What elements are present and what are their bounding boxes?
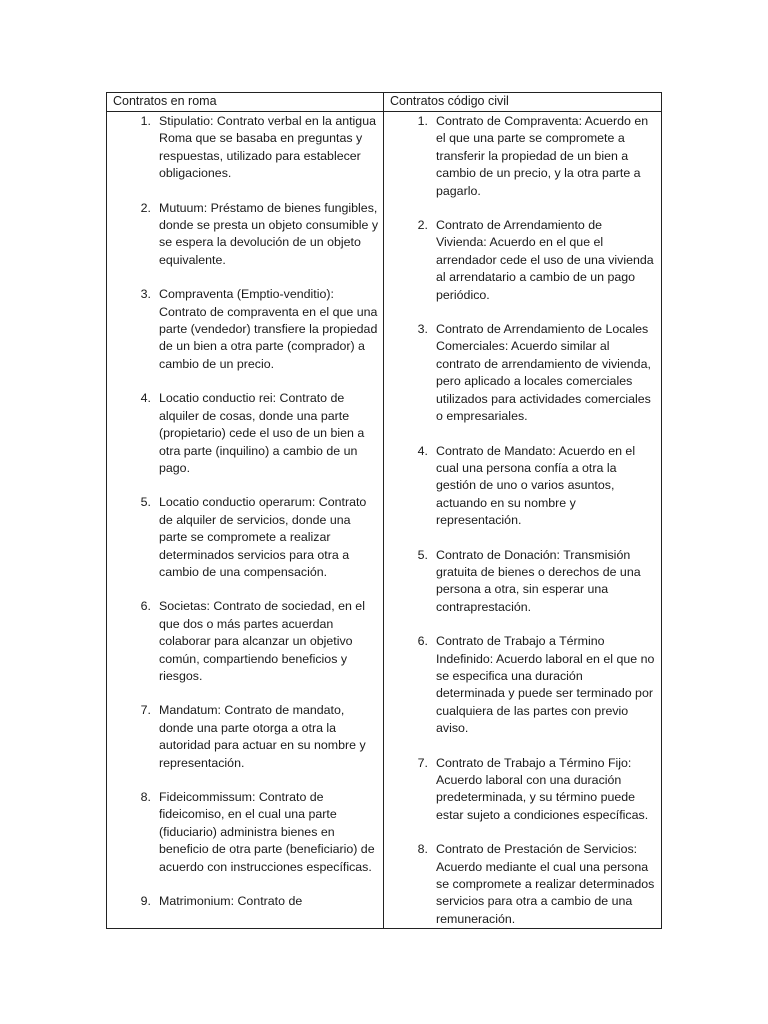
list-item-text: Mandatum: Contrato de mandato, donde una parte otorga a otra la autoridad para actuar en su nombre y representación. [159,703,366,770]
list-item-number: 5. [417,547,428,562]
roman-contracts-cell [107,112,384,929]
list-item-text: Societas: Contrato de sociedad, en el que dos o más partes acuerdan colaborar para alcanzar un objetivo común, compartiendo beneficios y riesgos. [159,599,365,683]
list-item [384,841,661,928]
list-item-number: 7. [140,703,151,718]
list-item [107,494,383,581]
list-item-text: Locatio conductio rei: Contrato de alquiler de cosas, donde una parte (propietario) cede el uso de un bien a otra parte (inquilino) a cambio de un pago. [159,391,365,475]
list-item-number: 7. [417,755,428,770]
list-item-number: 3. [417,322,428,337]
list-item [384,113,661,200]
list-item-text: Contrato de Mandato: Acuerdo en el cual una persona confía a otra la gestión de uno o varios asuntos, actuando en su nombre y representación. [436,443,636,528]
list-item-number: 8. [417,842,428,857]
list-item [107,390,383,477]
list-item [384,321,661,425]
list-item-text: Fideicommissum: Contrato de fideicomiso, en el cual una parte (fiduciario) administra bienes en beneficio de otra parte (beneficiario) de acuerdo con instrucciones específicas. [159,790,375,874]
list-item [384,633,661,737]
list-item-text: Compraventa (Emptio-venditio): Contrato de compraventa en el que una parte (vendedor) transfiere la propiedad de un bien a otra parte (comprador) a cambio de un precio. [159,287,378,371]
list-item-text: Locatio conductio operarum: Contrato de alquiler de servicios, donde una parte se compromete a realizar determinados servicios para otra a cambio de una compensación. [159,495,367,579]
list-item [384,755,661,825]
list-item [107,702,383,772]
list-item-number: 3. [140,287,151,302]
list-item-number: 2. [140,200,151,215]
list-item [384,217,661,304]
list-item-number: 9. [140,894,151,909]
list-item-text: Mutuum: Préstamo de bienes fungibles, donde se presta un objeto consumible y se espera la devolución de un objeto equivalente. [159,200,379,267]
list-item [107,200,383,270]
list-item-number: 5. [140,495,151,510]
list-item-text: Contrato de Compraventa: Acuerdo en el que una parte se compromete a transferir la propiedad de un bien a cambio de un precio, y la otra parte a pagarlo. [436,114,649,198]
civil-code-contracts-list [384,112,661,928]
list-item [384,547,661,617]
list-item-number: 1. [417,114,428,128]
list-item-text: Contrato de Arrendamiento de Vivienda: Acuerdo en el que el arrendador cede el uso de una vivienda al arrendatario a cambio de un pago periódico. [436,218,654,302]
list-item-text: Contrato de Trabajo a Término Fijo: Acuerdo laboral con una duración predeterminada, y su término puede estar sujeto a condiciones específicas. [436,755,649,822]
list-item-number: 4. [417,443,428,458]
list-item-number: 8. [140,790,151,804]
header-roman-contracts: Contratos en roma [107,93,384,111]
list-item-number: 6. [417,634,428,649]
list-item [384,443,661,530]
list-item-number: 2. [417,218,428,233]
list-item [107,598,383,685]
header-civil-code-contracts: Contratos código civil [390,94,509,108]
roman-contracts-list [107,112,383,910]
list-item-number: 6. [140,599,151,614]
civil-code-contracts-cell [384,112,661,929]
list-item-text: Contrato de Trabajo a Término Indefinido: Acuerdo laboral en el que no se especifica una duración determinada y puede ser terminado por cualquiera de las partes con previo aviso. [436,634,655,736]
list-item-number: 4. [140,391,151,406]
list-item-number: 1. [140,114,151,128]
list-item-text: Contrato de Donación: Transmisión gratuita de bienes o derechos de una persona a otra, sin esperar una contraprestación. [436,547,641,614]
list-item [107,893,383,910]
list-item [107,789,383,876]
contracts-table [106,92,662,929]
list-item-text: Matrimonium: Contrato de [159,894,303,909]
list-item-text: Contrato de Prestación de Servicios: Acuerdo mediante el cual una persona se compromete a realizar determinados servicios para otra a cambio de una remuneración. [436,842,655,926]
list-item [107,113,383,183]
list-item-text: Contrato de Arrendamiento de Locales Comerciales: Acuerdo similar al contrato de arrendamiento de vivienda, pero aplicado a locales comerciales utilizados para actividades comerciales o empresariales. [436,322,651,424]
table-header-row [107,93,661,112]
list-item [107,286,383,373]
table-body-row [107,112,661,929]
list-item-text: Stipulatio: Contrato verbal en la antigua Roma que se basaba en preguntas y respuestas, utilizado para establecer obligaciones. [159,114,376,181]
